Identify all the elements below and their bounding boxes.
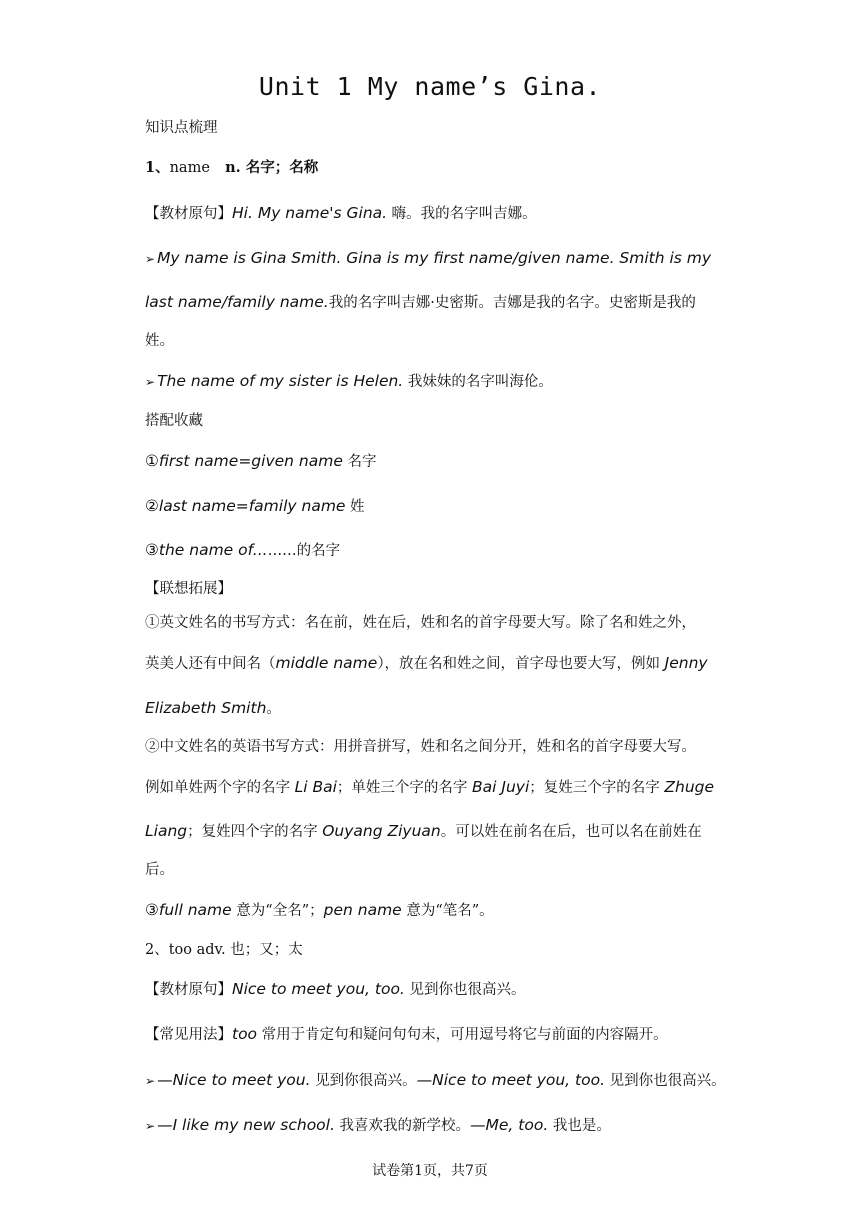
chinese-translation: 嗨。我的名字叫吉娜。 <box>387 206 537 222</box>
item-number: 1、 <box>145 159 170 176</box>
expand-2-line4: 后。 <box>145 862 174 878</box>
english-sentence: last name/family name. <box>145 293 329 311</box>
english-term: Li Bai <box>294 778 337 796</box>
text: 。可以姓在前名在后，也可以名在前姓在 <box>440 824 702 840</box>
english-term: middle name <box>275 654 378 672</box>
text: ；单姓三个字的名字 <box>336 780 473 796</box>
definition: n. 名字；名称 <box>225 159 319 176</box>
collocation-item <box>145 451 725 472</box>
expand-3 <box>145 900 725 921</box>
collocation-meaning: 名字 <box>342 454 377 470</box>
english-term: Zhuge <box>664 778 715 796</box>
english-sentence: My name is Gina Smith. Gina is my first name/given name. Smith is my <box>157 249 712 267</box>
example-1-line2 <box>145 292 725 313</box>
textbook-sentence-1 <box>145 203 725 224</box>
chinese-translation: 我的名字叫吉娜·史密斯。吉娜是我的名字。史密斯是我的 <box>328 295 696 311</box>
tag: 【教材原句】 <box>145 982 232 998</box>
example-2 <box>145 371 725 392</box>
english-sentence: —Nice to meet you. <box>157 1071 311 1089</box>
text: 。 <box>266 701 281 717</box>
collocation-item <box>145 540 725 561</box>
arrow-bullet-icon: ➢ <box>145 252 156 266</box>
english-term: Elizabeth Smith <box>145 699 267 717</box>
page-title: Unit 1 My name’s Gina. <box>258 72 602 101</box>
headword: name <box>169 160 210 176</box>
collocations-header: 搭配收藏 <box>145 413 203 429</box>
english-sentence: Nice to meet you, too. <box>232 980 405 998</box>
example-1-line3: 姓。 <box>145 333 174 349</box>
chinese-translation: 见到你也很高兴。 <box>404 982 526 998</box>
arrow-bullet-icon: ➢ <box>145 375 156 389</box>
expand-2-line3 <box>145 821 725 842</box>
english-sentence: The name of my sister is Helen. <box>157 372 404 390</box>
text: ；复姓三个字的名字 <box>529 780 665 796</box>
usage-note <box>145 1024 725 1045</box>
expand-2-line2 <box>145 777 725 798</box>
chinese-translation: 见到你很高兴。 <box>310 1073 417 1089</box>
item-2-heading: 2、too adv. 也；又；太 <box>145 942 303 958</box>
collocation-phrase: ③the name of... <box>145 541 268 559</box>
text: 常用于肯定句和疑问句句末，可用逗号将它与前面的内容隔开。 <box>257 1027 668 1043</box>
text: ），放在名和姓之间，首字母也要大写，例如 <box>377 656 665 672</box>
arrow-bullet-icon: ➢ <box>145 1074 156 1088</box>
english-sentence: —Nice to meet you, too. <box>416 1071 605 1089</box>
text: 意为“笔名”。 <box>401 903 494 919</box>
tag: 【常见用法】 <box>145 1027 232 1043</box>
collocation-phrase: ①first name=given name <box>145 452 343 470</box>
expand-header: 【联想拓展】 <box>145 581 232 597</box>
arrow-bullet-icon: ➢ <box>145 1119 156 1133</box>
text: 例如单姓两个字的名字 <box>145 780 295 796</box>
expand-1-line3 <box>145 698 725 719</box>
example-1-line1 <box>145 248 725 269</box>
english-term: Jenny <box>664 654 708 672</box>
english-sentence: Hi. My name's Gina. <box>232 204 388 222</box>
english-term: Ouyang Ziyuan <box>322 822 441 840</box>
example-3 <box>145 1070 725 1091</box>
collocation-item <box>145 496 725 517</box>
chinese-translation: 见到你也很高兴。 <box>605 1073 726 1089</box>
english-sentence: —Me, too. <box>470 1116 549 1134</box>
item-1-heading <box>145 158 725 178</box>
english-term: ③full name <box>145 901 232 919</box>
english-term: pen name <box>323 901 402 919</box>
tag: 【教材原句】 <box>145 206 232 222</box>
expand-1-line2 <box>145 653 725 674</box>
collocation-meaning: 姓 <box>345 499 365 515</box>
expand-2-line1: ②中文姓名的英语书写方式：用拼音拼写，姓和名之间分开，姓和名的首字母要大写。 <box>145 739 696 755</box>
collocation-phrase: ②last name=family name <box>145 497 346 515</box>
expand-1-line1: ①英文姓名的书写方式：名在前，姓在后，姓和名的首字母要大写。除了名和姓之外， <box>145 615 696 631</box>
collocation-meaning: ……的名字 <box>267 543 341 559</box>
english-term: too <box>232 1025 258 1043</box>
chinese-translation: 我也是。 <box>548 1118 611 1134</box>
english-sentence: —I like my new school. <box>157 1116 335 1134</box>
chinese-translation: 我喜欢我的新学校。 <box>334 1118 471 1134</box>
text: ；复姓四个字的名字 <box>187 824 323 840</box>
text: 英美人还有中间名（ <box>145 656 276 672</box>
page-footer: 试卷第1页，共7页 <box>372 1163 488 1179</box>
english-term: Bai Juyi <box>472 778 530 796</box>
chinese-translation: 我妹妹的名字叫海伦。 <box>403 374 553 390</box>
english-term: Liang <box>145 822 188 840</box>
example-4 <box>145 1115 725 1136</box>
section-header: 知识点梳理 <box>145 120 218 136</box>
text: 意为“全名”； <box>231 903 324 919</box>
textbook-sentence-2 <box>145 979 725 1000</box>
